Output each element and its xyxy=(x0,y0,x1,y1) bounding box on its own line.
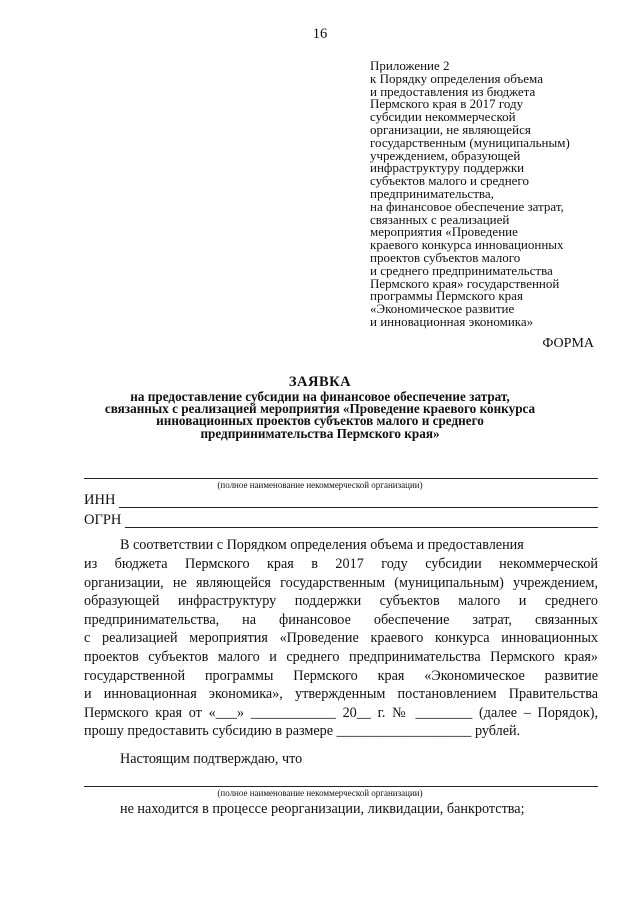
subtitle-line: связанных с реализацией мероприятия «Проведение краевого конкурса xyxy=(104,401,536,417)
appendix-line: программы Пермского края xyxy=(370,288,523,304)
body-line: образующей инфраструктуру поддержки субъектов малого и среднего xyxy=(84,593,598,610)
appendix-line: инфраструктуру поддержки xyxy=(370,160,525,176)
form-label: ФОРМА xyxy=(542,336,594,351)
appendix-line: организации, не являющейся xyxy=(370,121,531,137)
appendix-line: и предоставления из бюджета xyxy=(370,83,536,99)
org-name-caption-2: (полное наименование некоммерческой организации) xyxy=(217,788,423,798)
appendix-line: Приложение 2 xyxy=(370,58,450,73)
appendix-line: связанных с реализацией xyxy=(370,211,510,227)
appendix-block xyxy=(370,60,610,329)
inn-label: ИНН xyxy=(84,492,116,508)
inn-blank xyxy=(119,494,598,508)
body-first-line: В соответствии с Порядком определения объема и предоставления xyxy=(120,537,524,553)
body-line: с реализацией мероприятия «Проведение краевого конкурса инновационных xyxy=(84,630,598,647)
document-subtitle xyxy=(40,391,600,440)
body-paragraph xyxy=(84,555,598,741)
appendix-line: краевого конкурса инновационных xyxy=(370,237,564,253)
subtitle-line: предпринимательства Пермского края» xyxy=(200,425,440,441)
confirm-text: Настоящим подтверждаю, что xyxy=(120,751,303,767)
body-line: организации, не являющейся государственным (муниципальным) учреждением, xyxy=(84,574,598,591)
body-line: проектов субъектов малого и среднего предпринимательства Пермского края» xyxy=(84,648,598,665)
appendix-line: субсидии некоммерческой xyxy=(370,109,516,125)
appendix-line: на финансовое обеспечение затрат, xyxy=(370,198,564,214)
body-line: прошу предоставить субсидию в размере ___________________ рублей. xyxy=(84,723,521,740)
body-line: государственной программы Пермского края «Экономическое развитие xyxy=(84,667,598,684)
appendix-line: мероприятия «Проведение xyxy=(370,224,518,240)
appendix-line: государственным (муниципальным) xyxy=(370,134,570,150)
page-number: 16 xyxy=(312,26,328,42)
org-name-line-2 xyxy=(84,786,598,787)
appendix-line: предпринимательства, xyxy=(370,185,494,201)
document-title: ЗАЯВКА xyxy=(288,374,352,390)
body-line: из бюджета Пермского края в 2017 году субсидии некоммерческой xyxy=(84,556,598,572)
appendix-line: проектов субъектов малого xyxy=(370,249,521,265)
ogrn-blank xyxy=(125,514,598,528)
ogrn-label: ОГРН xyxy=(84,512,122,528)
org-name-caption: (полное наименование некоммерческой организации) xyxy=(217,480,423,490)
body-line: предпринимательства, на финансовое обеспечение затрат, связанных xyxy=(84,611,598,628)
last-line: не находится в процессе реорганизации, ликвидации, банкротства; xyxy=(120,801,525,817)
org-name-line xyxy=(84,478,598,479)
inn-field xyxy=(84,492,598,508)
appendix-line: и инновационная экономика» xyxy=(370,313,534,329)
subtitle-line: инновационных проектов субъектов малого и среднего xyxy=(156,413,484,429)
ogrn-field xyxy=(84,512,598,528)
body-line: и инновационная экономика», утвержденным постановлением Правительства xyxy=(84,686,598,703)
appendix-line: к Порядку определения объема xyxy=(370,70,543,86)
body-line: Пермского края от «___» ____________ 20__ г. № ________ (далее – Порядок), xyxy=(84,704,598,721)
appendix-line: Пермского края» государственной xyxy=(370,275,560,291)
appendix-line: субъектов малого и среднего xyxy=(370,173,529,189)
appendix-line: учреждением, образующей xyxy=(370,147,521,163)
appendix-line: «Экономическое развитие xyxy=(370,301,515,317)
appendix-line: и среднего предпринимательства xyxy=(370,262,553,278)
appendix-line: Пермского края в 2017 году xyxy=(370,96,524,112)
subtitle-line: на предоставление субсидии на финансовое обеспечение затрат, xyxy=(130,389,510,404)
